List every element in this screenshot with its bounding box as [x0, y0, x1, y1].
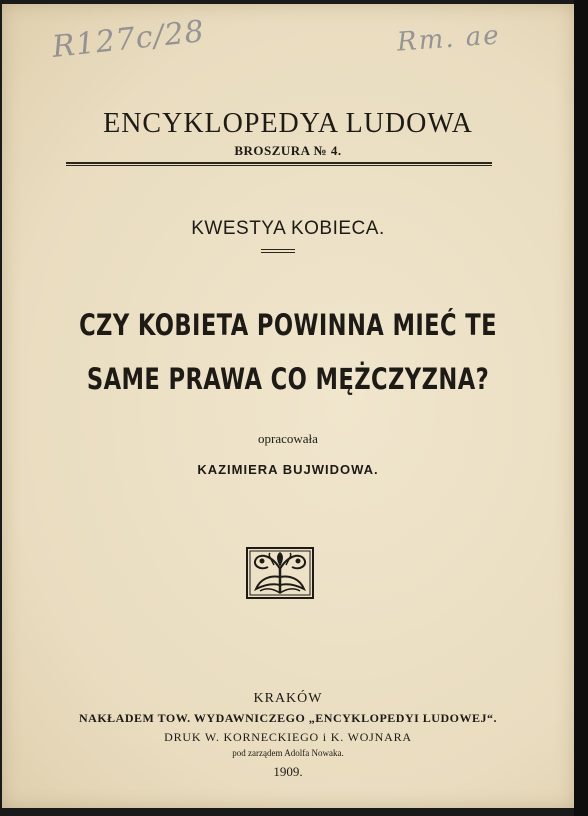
imprint-printer: DRUK W. KORNECKIEGO i K. WOJNARA — [164, 730, 412, 744]
floral-ornament-icon — [246, 547, 314, 599]
topic-heading: KWESTYA KOBIECA. — [191, 218, 385, 239]
series-title: ENCYKLOPEDYA LUDOWA — [103, 108, 473, 139]
imprint-year: 1909. — [273, 764, 303, 779]
topic-rule — [261, 249, 295, 253]
imprint-city: KRAKÓW — [253, 691, 323, 706]
series-subtitle: BROSZURA № 4. — [234, 143, 342, 158]
main-title — [65, 298, 511, 406]
author-name: KAZIMIERA BUJWIDOWA. — [197, 462, 379, 477]
scan-border — [574, 0, 588, 816]
imprint-management: pod zarządem Adolfa Nowaka. — [232, 748, 344, 758]
imprint-publisher: NAKŁADEM TOW. WYDAWNICZEGO „ENCYKLOPEDYI LUDOWEJ“. — [79, 711, 497, 725]
author-label: opracowała — [258, 431, 318, 446]
handwritten-note: Rm. ae — [396, 20, 502, 58]
title-page — [2, 4, 574, 808]
main-title-line-2: SAME PRAWA CO MĘŻCZYZNA? — [86, 362, 490, 396]
handwritten-shelfmark: R127c/28 — [50, 14, 207, 65]
main-title-line-1: CZY KOBIETA POWINNA MIEĆ TE — [79, 308, 497, 342]
header-rule — [66, 162, 492, 166]
